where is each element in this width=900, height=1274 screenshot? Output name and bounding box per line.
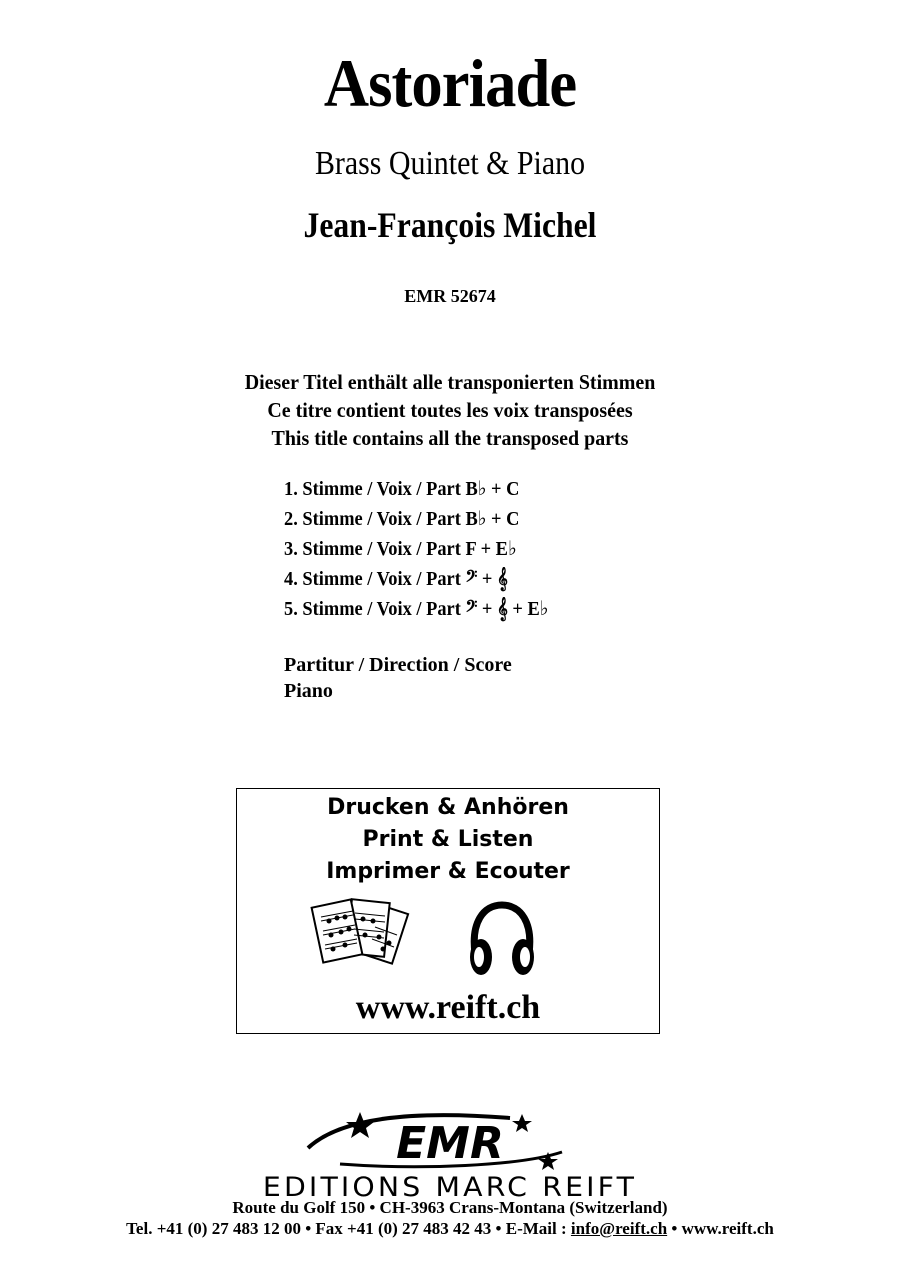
part-label: 5. Stimme / Voix / Part xyxy=(284,598,461,620)
subtitle: Brass Quintet & Piano xyxy=(314,145,586,182)
part-label: 4. Stimme / Voix / Part xyxy=(284,568,461,590)
list-item xyxy=(284,594,704,624)
emr-logo xyxy=(300,1108,600,1172)
publisher-name: EDITIONS MARC REIFT xyxy=(262,1172,638,1203)
promo-line-english: Print & Listen xyxy=(362,827,534,852)
logo-text: EMR xyxy=(396,1118,504,1169)
publisher-contact xyxy=(0,1219,900,1239)
notice-french: Ce titre contient toutes les voix transposées xyxy=(267,398,633,422)
extras-list xyxy=(284,652,512,704)
part-keys: 𝄢 + 𝄞 + E♭ xyxy=(465,598,549,620)
list-item xyxy=(284,504,704,534)
catalog-number: EMR 52674 xyxy=(404,286,496,306)
part-keys: F + E♭ xyxy=(465,538,517,560)
notice-german: Dieser Titel enthält alle transponierten Stimmen xyxy=(244,370,656,394)
headphones-icon xyxy=(465,901,539,981)
email-link[interactable]: info@reift.ch xyxy=(570,1219,668,1238)
list-item xyxy=(284,474,704,504)
parts-list xyxy=(284,474,704,624)
score-label: Partitur / Direction / Score xyxy=(284,654,512,676)
list-item xyxy=(284,534,704,564)
contact-web[interactable]: • www.reift.ch xyxy=(667,1219,774,1238)
part-label: 2. Stimme / Voix / Part xyxy=(284,508,461,530)
promo-line-german: Drucken & Anhören xyxy=(327,795,569,820)
part-keys: B♭ + C xyxy=(465,478,520,500)
sheet-music-icon xyxy=(309,897,421,981)
promo-line-french: Imprimer & Ecouter xyxy=(326,859,570,884)
page-title: Astoriade xyxy=(323,45,577,121)
composer-name: Jean-François Michel xyxy=(303,205,597,245)
part-label: 1. Stimme / Voix / Part xyxy=(284,478,461,500)
list-item xyxy=(284,564,704,594)
publisher-address: Route du Golf 150 • CH-3963 Crans-Montana (Switzerland) xyxy=(232,1198,668,1217)
contact-phone-fax: Tel. +41 (0) 27 483 12 00 • Fax +41 (0) 27 483 42 43 • E-Mail : xyxy=(126,1219,571,1238)
part-label: 3. Stimme / Voix / Part xyxy=(284,538,461,560)
piano-label: Piano xyxy=(284,680,333,702)
notice-english: This title contains all the transposed parts xyxy=(271,426,629,450)
website-link[interactable]: www.reift.ch xyxy=(355,989,541,1026)
part-keys: 𝄢 + 𝄞 xyxy=(465,568,508,590)
print-listen-box xyxy=(236,788,660,1034)
part-keys: B♭ + C xyxy=(465,508,520,530)
